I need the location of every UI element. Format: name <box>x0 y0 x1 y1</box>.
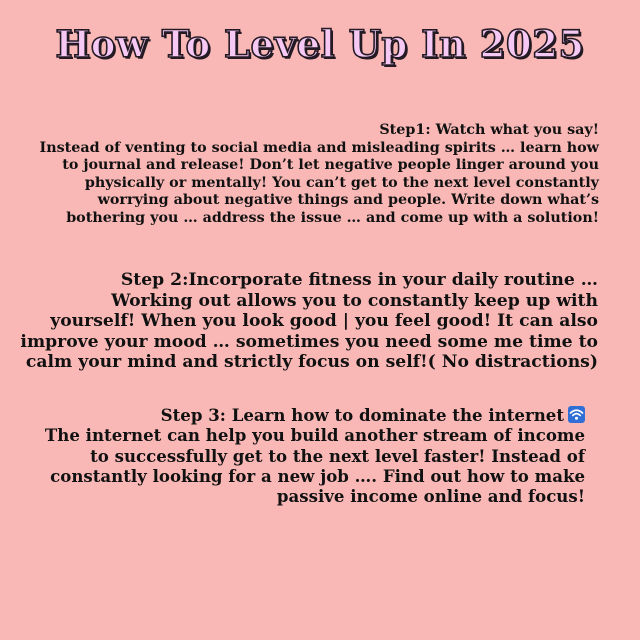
step-2-block <box>20 270 598 373</box>
step-3-line: constantly looking for a new job …. Find out how to make <box>50 465 585 486</box>
step-1-line: bothering you … address the issue … and come up with a solution! <box>66 209 599 226</box>
step-3-block <box>45 405 585 506</box>
step-2-heading: Step 2:Incorporate fitness in your daily routine … <box>120 270 598 290</box>
step-1-heading: Step1: Watch what you say! <box>379 122 599 138</box>
step-3-line: passive income online and focus! <box>276 486 585 507</box>
step-3-heading-row <box>45 405 585 425</box>
step-1-line: Instead of venting to social media and misleading spirits … learn how <box>39 139 599 156</box>
step-1-line: worrying about negative things and people. Write down what’s <box>97 192 599 208</box>
step-2-line: improve your mood … sometimes you need some me time to <box>20 331 598 352</box>
step-2-line: yourself! When you look good | you feel good! It can also <box>50 311 598 331</box>
step-3-line: The internet can help you build another stream of income <box>44 425 585 446</box>
step-3-line: to successfully get to the next level faster! Instead of <box>90 445 585 466</box>
step-1-line: to journal and release! Don’t let negative people linger around you <box>62 157 599 173</box>
step-2-line: Working out allows you to constantly keep up with <box>111 290 598 311</box>
page-title: How To Level Up In 2025 <box>55 22 585 66</box>
step-1-line: physically or mentally! You can’t get to the next level constantly <box>84 174 599 191</box>
wifi-icon <box>568 406 585 423</box>
step-2-line: calm your mind and strictly focus on self!( No distractions) <box>25 352 598 372</box>
step-1-block <box>40 122 599 227</box>
step-3-heading: Step 3: Learn how to dominate the internet <box>160 405 564 425</box>
